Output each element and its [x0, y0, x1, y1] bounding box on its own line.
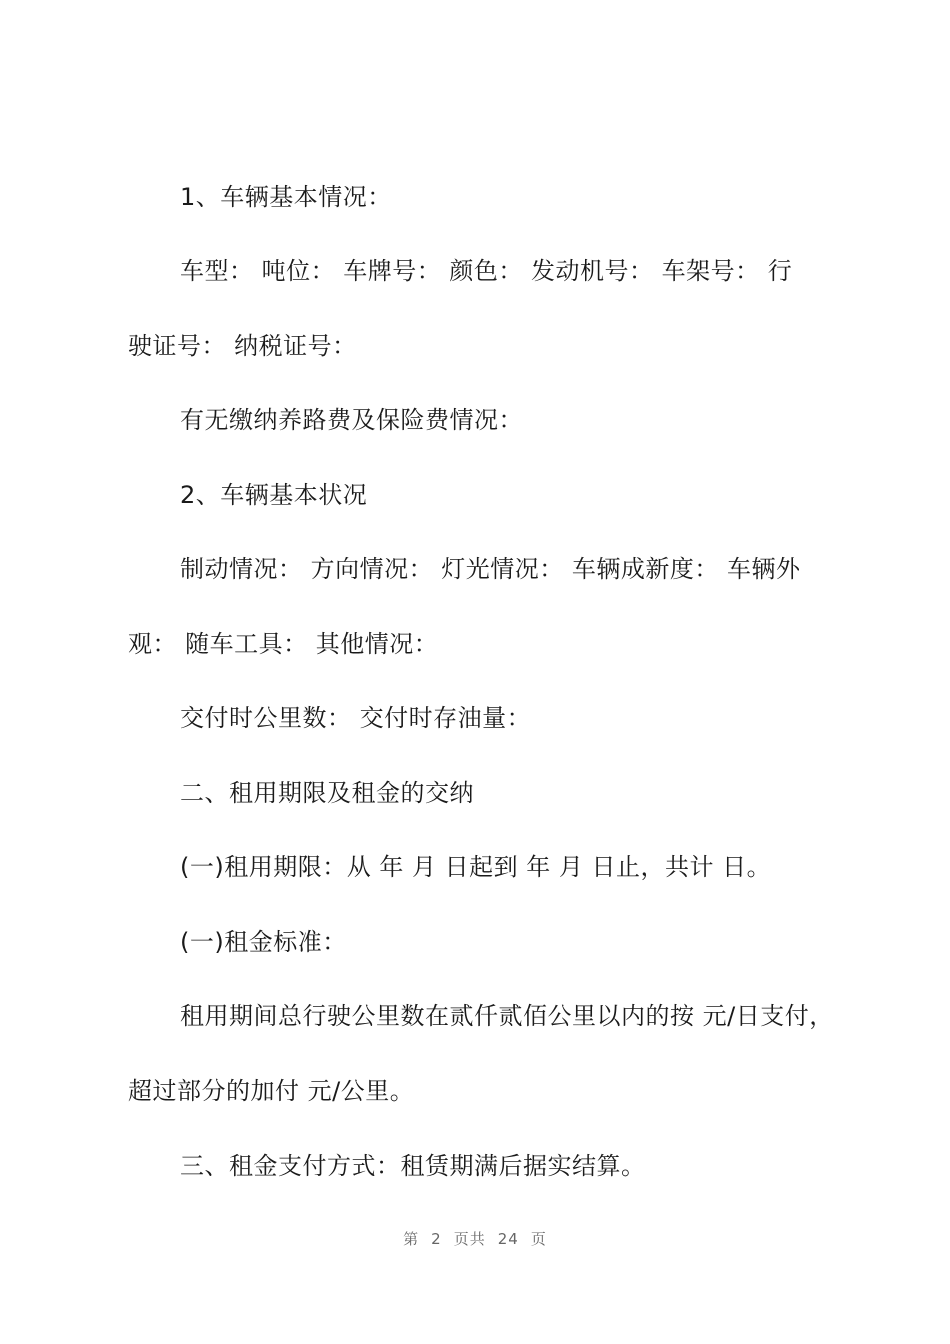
condition-fields-line-2: 观： 随车工具： 其他情况： [128, 630, 439, 658]
delivery-mileage-line: 交付时公里数： 交付时存油量： [180, 704, 532, 732]
insurance-fee-line: 有无缴纳养路费及保险费情况： [180, 406, 523, 434]
section-vehicle-basic-info-heading: 1、车辆基本情况： [180, 183, 392, 211]
footer-page-number: 2 [431, 1230, 442, 1248]
section-vehicle-condition-heading: 2、车辆基本状况 [180, 481, 368, 509]
footer-suffix: 页 [530, 1230, 547, 1248]
section-rental-term-heading: 二、租用期限及租金的交纳 [180, 779, 474, 807]
section-payment-method: 三、租金支付方式：租赁期满后据实结算。 [180, 1152, 646, 1180]
footer-middle: 页共 [453, 1230, 486, 1248]
rental-period-line: (一)租用期限：从 年 月 日起到 年 月 日止，共计 日。 [180, 853, 772, 881]
page-footer [0, 1228, 950, 1249]
footer-total-pages: 24 [497, 1230, 519, 1248]
rental-rate-line-2: 超过部分的加付 元/公里。 [128, 1077, 415, 1105]
rental-rate-line-1: 租用期间总行驶公里数在贰仟贰佰公里以内的按 元/日支付， [180, 1002, 834, 1030]
vehicle-fields-line-2: 驶证号： 纳税证号： [128, 332, 357, 360]
footer-prefix: 第 [403, 1230, 420, 1248]
rental-rate-heading: (一)租金标准： [180, 928, 347, 956]
vehicle-fields-line-1: 车型： 吨位： 车牌号： 颜色： 发动机号： 车架号： 行 [180, 257, 793, 285]
condition-fields-line-1: 制动情况： 方向情况： 灯光情况： 车辆成新度： 车辆外 [180, 555, 801, 583]
